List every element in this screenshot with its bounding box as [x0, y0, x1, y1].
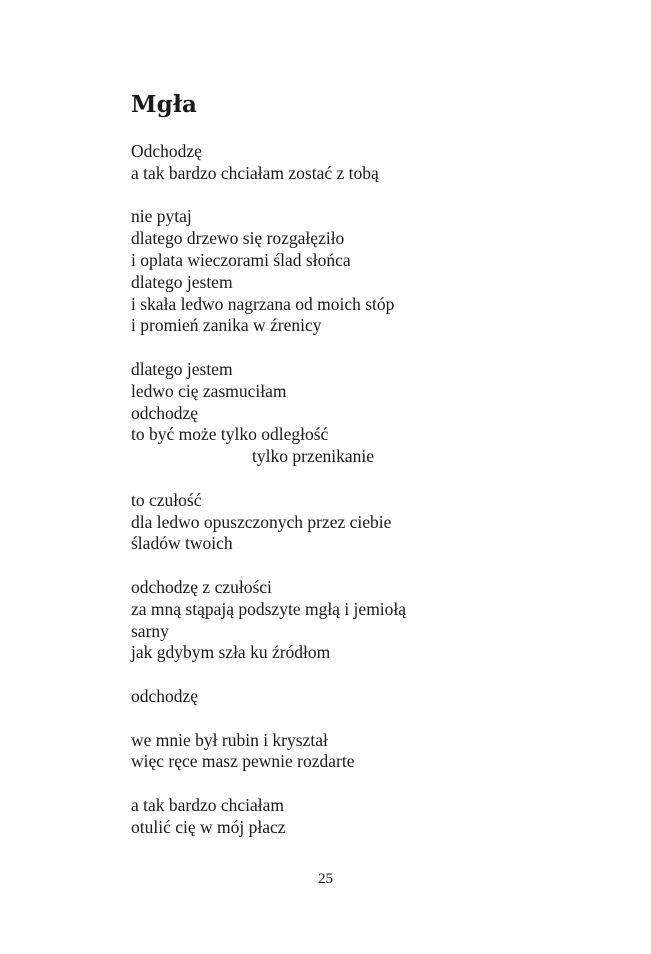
stanza [131, 686, 611, 708]
poem-line: we mnie był rubin i kryształ [131, 729, 328, 750]
stanza [131, 795, 611, 839]
poem-line: odchodzę [131, 685, 199, 706]
poem-line: jak gdybym szła ku źródłom [131, 642, 331, 663]
poem-line: i promień zanika w źrenicy [131, 315, 322, 336]
poem-line: więc ręce masz pewnie rozdarte [131, 751, 355, 772]
poem-line: a tak bardzo chciałam zostać z tobą [131, 162, 379, 183]
poem-line: Odchodzę [131, 141, 202, 161]
page-number: 25 [318, 871, 333, 887]
stanza [131, 359, 611, 468]
poem-line: nie pytaj [131, 206, 192, 227]
stanza [131, 490, 611, 555]
poem-body [131, 141, 611, 860]
poem-line: śladów twoich [131, 533, 233, 554]
poem-line: a tak bardzo chciałam [131, 794, 285, 815]
poem-line: sarny [131, 620, 169, 641]
poem-line: za mną stąpają podszyte mgłą i jemiołą [131, 598, 407, 619]
stanza [131, 141, 611, 185]
poem-line: dlatego drzewo się rozgałęziło [131, 228, 345, 249]
poem-line: ledwo cię zasmuciłam [131, 380, 287, 401]
poem-line: i skała ledwo nagrzana od moich stóp [131, 293, 395, 314]
poem-line: odchodzę z czułości [131, 576, 272, 597]
stanza [131, 577, 611, 664]
poem-line: to być może tylko odległość [131, 424, 329, 445]
poem-line: tylko przenikanie [252, 446, 374, 467]
poem-line: dla ledwo opuszczonych przez ciebie [131, 511, 392, 532]
poem-line: dlatego jestem [131, 358, 233, 379]
poem-line: i oplata wieczorami ślad słońca [131, 249, 351, 270]
poem-line: to czułość [131, 489, 202, 510]
poem-title: Mgła [131, 91, 198, 118]
stanza [131, 730, 611, 774]
poem-line: dlatego jestem [131, 271, 233, 292]
poem-line: otulić cię w mój płacz [131, 816, 286, 837]
poem-line: odchodzę [131, 402, 199, 423]
stanza [131, 206, 611, 337]
